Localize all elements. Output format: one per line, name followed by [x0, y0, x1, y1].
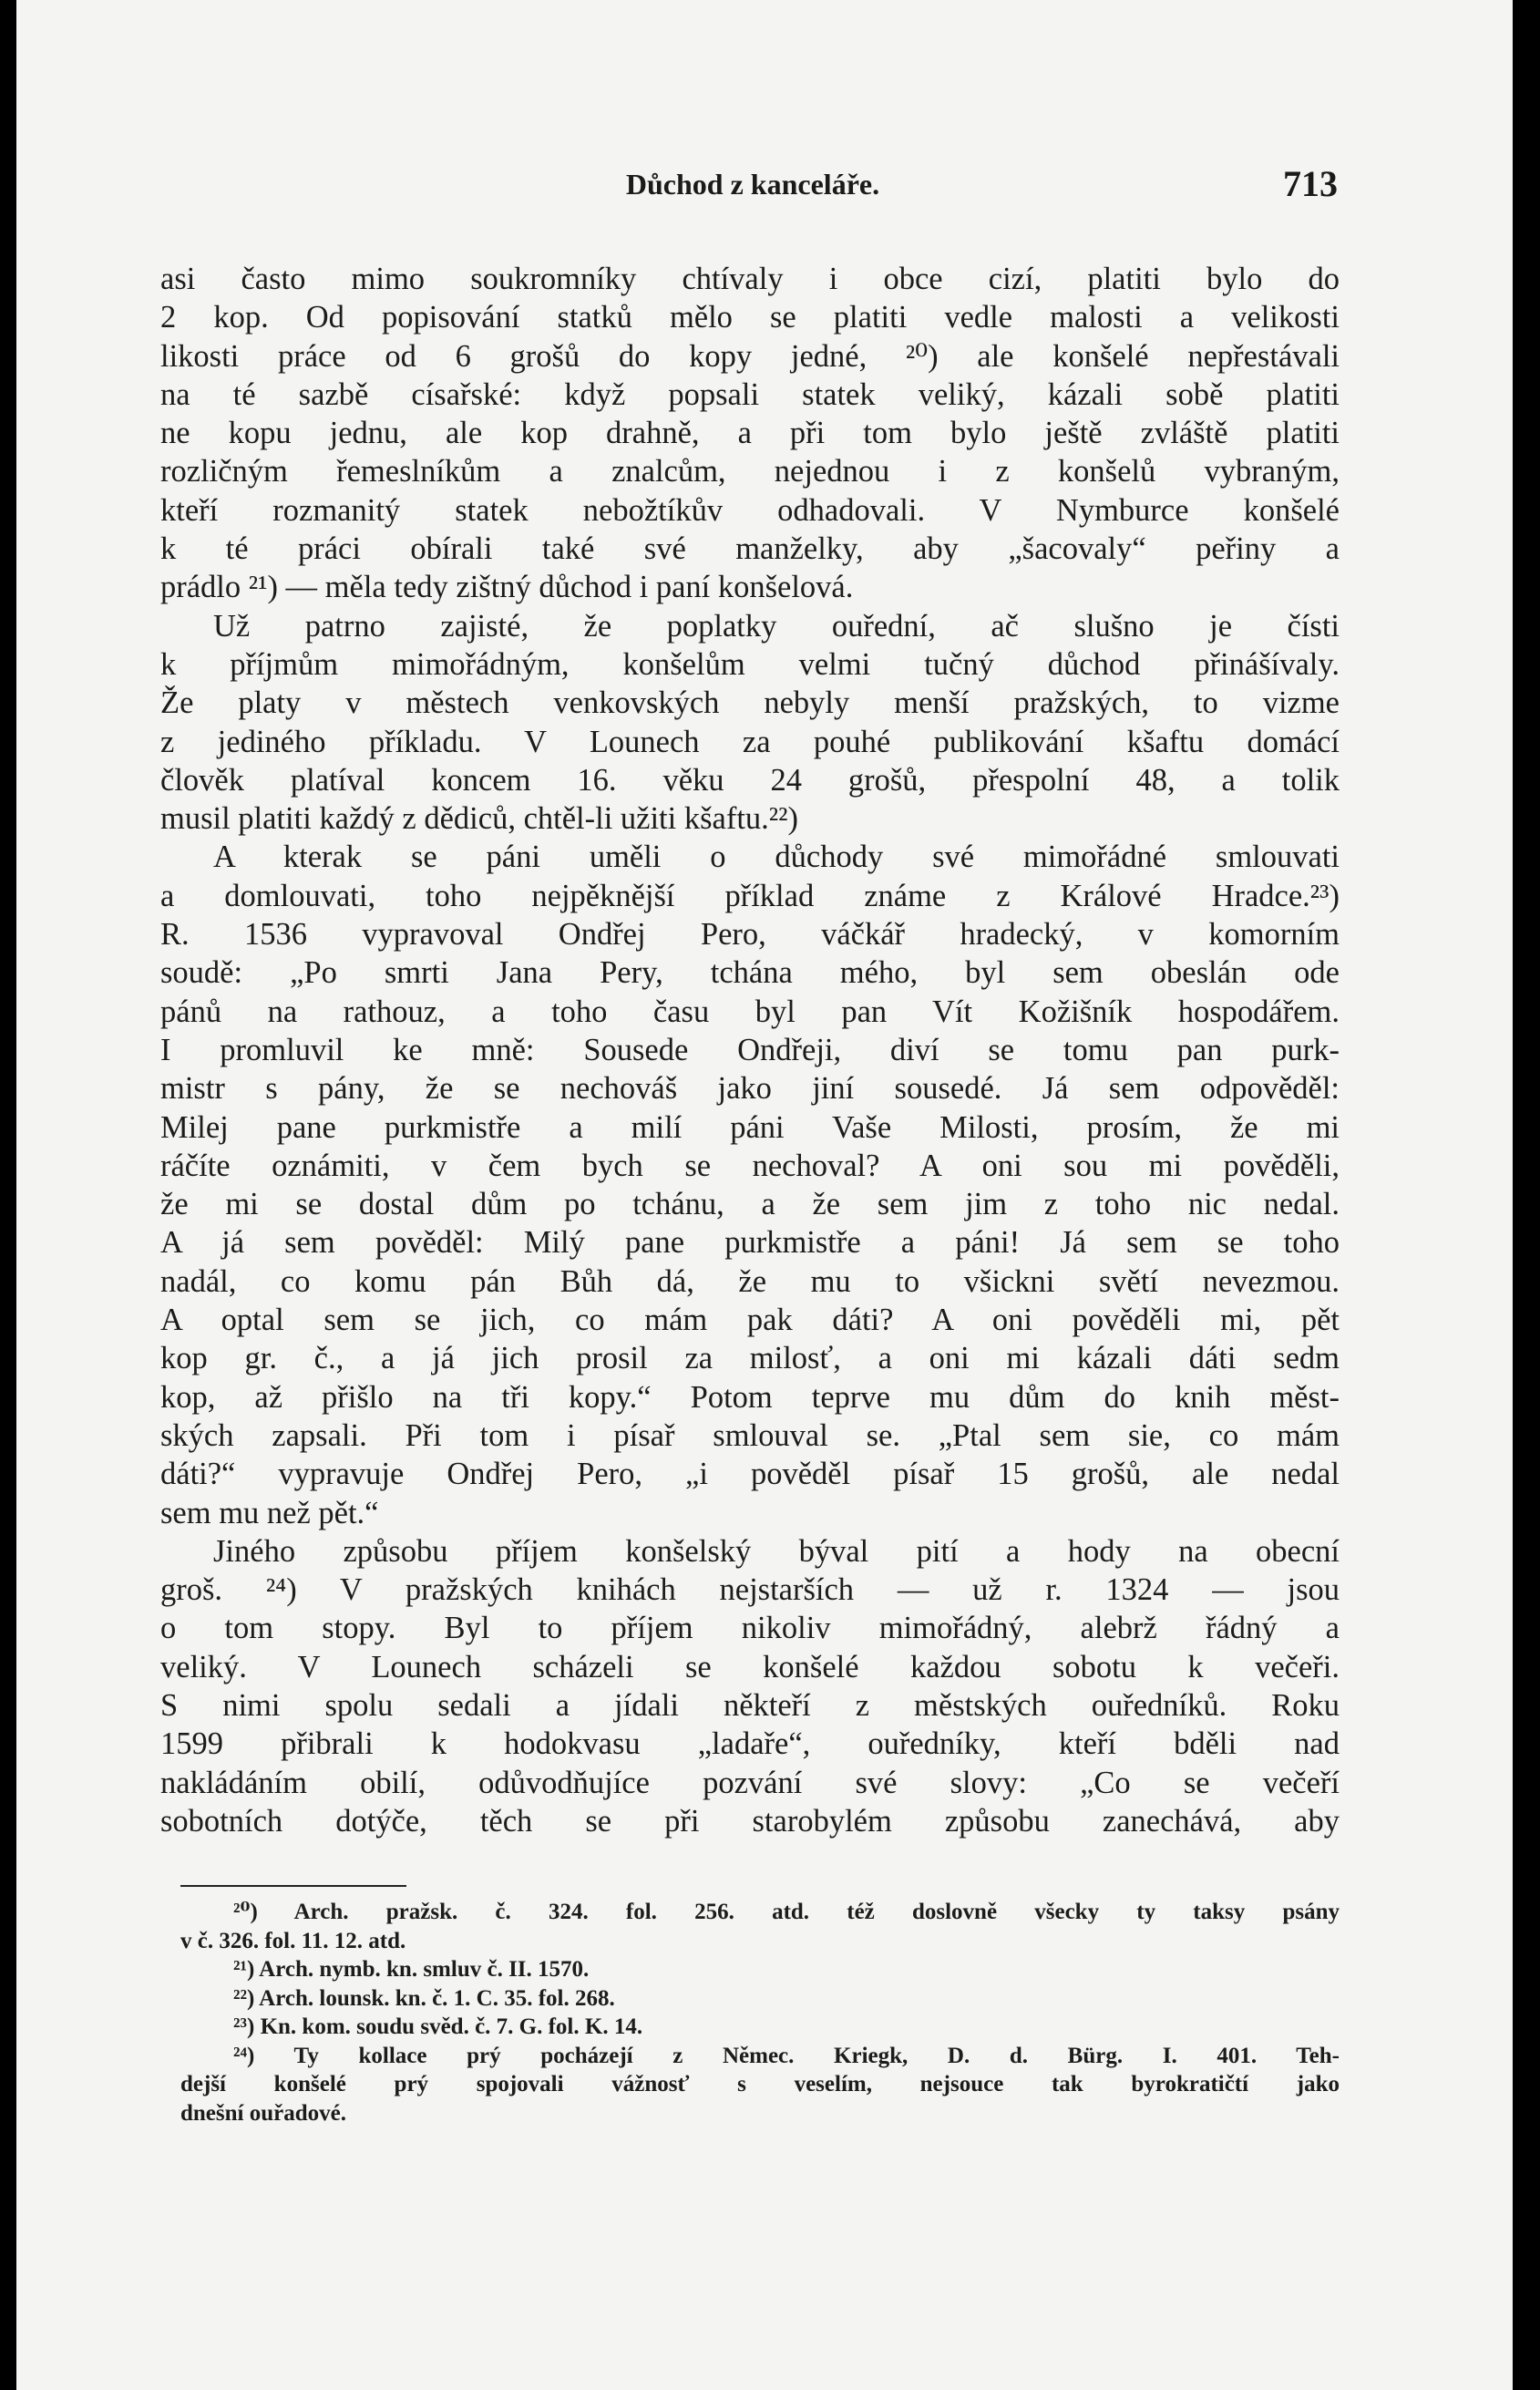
text-line: člověk platíval koncem 16. věku 24 grošů, přespolní 48, a tolik	[160, 762, 1340, 798]
text-line: 2 kop. Od popisování statků mělo se platiti vedle malosti a velikosti	[160, 300, 1340, 335]
text-line: sem mu než pět.“	[160, 1495, 379, 1530]
footnotes	[180, 1898, 1340, 2127]
text-line: Jiného způsobu příjem konšelský býval pití a hody na obecní	[213, 1533, 1340, 1569]
text-line: kop gr. č., a já jich prosil za milosť, a oni mi kázali dáti sedm	[160, 1341, 1340, 1376]
text-line: Už patrno zajisté, že poplatky ouřední, ač slušno je čísti	[213, 608, 1340, 644]
text-line: k té práci obírali také své manželky, aby „šacovaly“ peřiny a	[160, 531, 1340, 567]
text-line: z jediného příkladu. V Lounech za pouhé publikování kšaftu domácí	[160, 724, 1340, 759]
running-title: Důchod z kanceláře.	[625, 168, 880, 201]
footnote-line: ²³) Kn. kom. soudu svěd. č. 7. G. fol. K. 14.	[233, 2014, 643, 2039]
text-line: S nimi spolu sedali a jídali někteří z městských ouředníků. Roku	[160, 1687, 1340, 1723]
text-line: groš. ²⁴) V pražských knihách nejstarších — už r. 1324 — jsou	[160, 1572, 1340, 1608]
text-line: o tom stopy. Byl to příjem nikoliv mimořádný, alebrž řádný a	[160, 1611, 1340, 1646]
text-line: dáti?“ vypravuje Ondřej Pero, „i pověděl písař 15 grošů, ale nedal	[160, 1457, 1340, 1492]
text-line: rozličným řemeslníkům a znalcům, nejednou i z konšelů vybraným,	[160, 454, 1340, 489]
text-line: kop, až přišlo na tři kopy.“ Potom teprve mu dům do knih měst-	[160, 1379, 1340, 1415]
page-header	[160, 162, 1345, 208]
text-line: Že platy v městech venkovských nebyly menší pražských, to vizme	[160, 685, 1340, 721]
text-line: soudě: „Po smrti Jana Pery, tchána mého, byl sem obeslán ode	[160, 955, 1340, 991]
text-line: asi často mimo soukromníky chtívaly i obce cizí, platiti bylo do	[160, 262, 1340, 296]
footnote-line: dejší konšelé prý spojovali vážnosť s veselím, nejsouce tak byrokratičtí jako	[180, 2072, 1340, 2096]
text-line: Milej pane purkmistře a milí páni Vaše Milosti, prosím, že mi	[160, 1109, 1340, 1145]
text-line: sobotních dotýče, těch se při starobylém způsobu zanechává, aby	[160, 1803, 1340, 1839]
footnote-divider	[180, 1885, 406, 1887]
footnote-line: dnešní ouřadové.	[180, 2100, 346, 2126]
text-line: nadál, co komu pán Bůh dá, že mu to všickni světí nevezmou.	[160, 1263, 1340, 1299]
text-line: nakládáním obilí, odůvodňujíce pozvání své slovy: „Co se večeří	[160, 1765, 1340, 1800]
footnote-line: ²⁴) Ty kollace prý pocházejí z Němec. Kriegk, D. d. Bürg. I. 401. Teh-	[233, 2043, 1340, 2068]
text-line: musil platiti každý z dědiců, chtěl-li užiti kšaftu.²²)	[160, 801, 798, 837]
text-line: ráčíte oznámiti, v čem bych se nechoval? A oni sou mi pověděli,	[160, 1148, 1340, 1183]
footnote-line: ²⁰) Arch. pražsk. č. 324. fol. 256. atd. též doslovně všecky ty taksy psány	[233, 1900, 1340, 1924]
text-line: R. 1536 vypravoval Ondřej Pero, váčkář hradecký, v komorním	[160, 917, 1340, 953]
text-line: veliký. V Lounech scházeli se konšelé každou sobotu k večeři.	[160, 1649, 1340, 1684]
footnote-line: ²²) Arch. lounsk. kn. č. 1. C. 35. fol. 268.	[233, 1985, 615, 2011]
text-line: mistr s pány, že se nechováš jako jiní sousedé. Já sem odpověděl:	[160, 1071, 1340, 1107]
text-line: A já sem pověděl: Milý pane purkmistře a páni! Já sem se toho	[160, 1225, 1340, 1261]
text-line: I promluvil ke mně: Sousede Ondřeji, diví se tomu pan purk-	[160, 1032, 1340, 1067]
text-line: likosti práce od 6 grošů do kopy jedné, ²⁰) ale konšelé nepřestávali	[160, 338, 1340, 374]
footnote-line: ²¹) Arch. nymb. kn. smluv č. II. 1570.	[233, 1957, 590, 1982]
text-line: a domlouvati, toho nejpěknější příklad známe z Králové Hradce.²³)	[160, 878, 1340, 913]
text-line: ne kopu jednu, ale kop drahně, a při tom bylo ještě zvláště platiti	[160, 416, 1340, 451]
page-number: 713	[1283, 163, 1338, 204]
text-line: pánů na rathouz, a toho času byl pan Vít Kožišník hospodářem.	[160, 994, 1340, 1029]
text-line: kteří rozmanitý statek nebožtíkův odhadovali. V Nymburce konšelé	[160, 492, 1340, 528]
text-line: A optal sem se jich, co mám pak dáti? A oni pověděli mi, pět	[160, 1303, 1340, 1338]
text-line: prádlo ²¹) — měla tedy zištný důchod i paní konšelová.	[160, 570, 854, 605]
text-line: 1599 přibrali k hodokvasu „ladaře“, ouředníky, kteří bděli nad	[160, 1726, 1340, 1762]
text-line: k příjmům mimořádným, konšelům velmi tučný důchod přinášívaly.	[160, 646, 1340, 682]
text-line: A kterak se páni uměli o důchody své mimořádné smlouvati	[213, 840, 1340, 875]
book-page	[16, 0, 1513, 2390]
text-line: ských zapsali. Při tom i písař smlouval se. „Ptal sem sie, co mám	[160, 1417, 1340, 1453]
footnote-line: v č. 326. fol. 11. 12. atd.	[180, 1928, 406, 1953]
text-line: že mi se dostal dům po tchánu, a že sem jim z toho nic nedal.	[160, 1187, 1340, 1222]
text-line: na té sazbě císařské: když popsali statek veliký, kázali sobě platiti	[160, 376, 1340, 412]
body-text	[160, 260, 1340, 1840]
